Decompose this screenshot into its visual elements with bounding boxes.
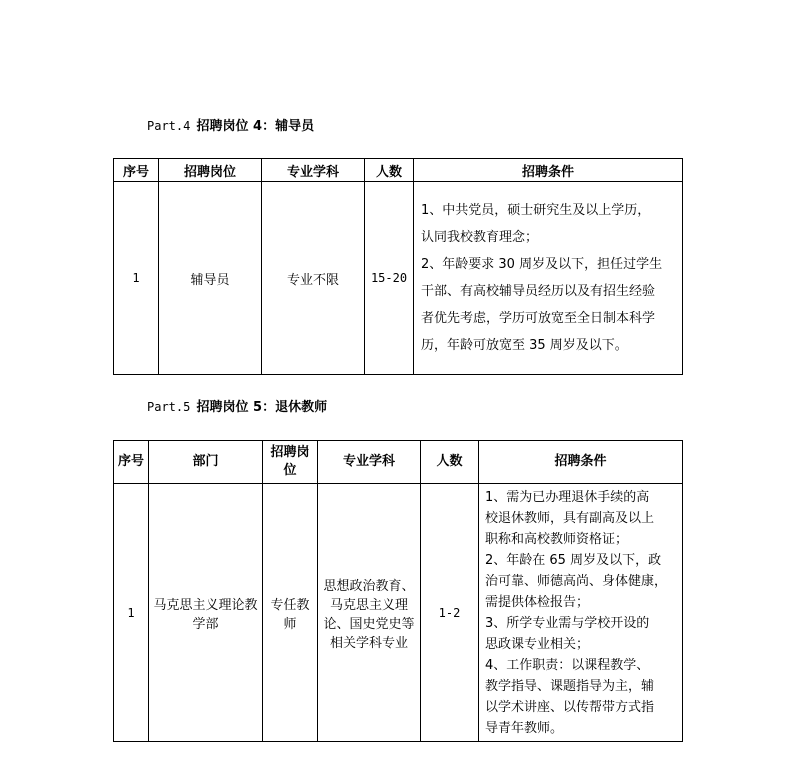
condition-line: 4、工作职责：以课程教学、 [485, 657, 650, 673]
header-cell-no: 序号 [114, 159, 159, 182]
condition-line: 需提供体检报告； [485, 594, 590, 610]
cell-major: 思想政治教育、马克思主义理论、国史党史等相关学科专业 [318, 484, 421, 742]
condition-line: 以学术讲座、以传帮带方式指 [485, 699, 655, 715]
condition-line: 导青年教师。 [485, 720, 564, 736]
header-cell-department: 部门 [149, 441, 263, 484]
header-cell-position: 招聘岗位 [159, 159, 262, 182]
condition-line: 教学指导、课题指导为主，辅 [485, 678, 655, 694]
part5-label: Part.5 [147, 400, 191, 414]
header-cell-major: 专业学科 [262, 159, 365, 182]
table-header-row [114, 441, 683, 484]
part4-table [113, 158, 683, 375]
table-row [114, 484, 683, 742]
cell-conditions [414, 182, 683, 375]
cell-no: 1 [114, 484, 149, 742]
header-cell-no: 序号 [114, 441, 149, 484]
condition-line: 认同我校教育理念； [421, 230, 539, 245]
header-cell-position: 招聘岗位 [263, 441, 318, 484]
table-row [114, 182, 683, 375]
condition-line: 2、年龄在 65 周岁及以下，政 [485, 552, 662, 568]
cell-major: 专业不限 [262, 182, 365, 375]
header-cell-count: 人数 [365, 159, 414, 182]
header-cell-major: 专业学科 [318, 441, 421, 484]
cell-count: 1-2 [421, 484, 479, 742]
condition-line: 历，年龄可放宽至 35 周岁及以下。 [421, 338, 628, 353]
condition-line: 治可靠、师德高尚、身体健康， [485, 573, 668, 589]
condition-line: 1、中共党员，硕士研究生及以上学历， [421, 203, 651, 218]
header-cell-count: 人数 [421, 441, 479, 484]
part5-heading [147, 399, 327, 416]
condition-line: 干部、有高校辅导员经历以及有招生经验 [421, 284, 656, 299]
condition-line: 者优先考虑，学历可放宽至全日制本科学 [421, 311, 656, 326]
condition-line: 2、年龄要求 30 周岁及以下，担任过学生 [421, 257, 663, 272]
part5-table [113, 440, 683, 742]
condition-line: 职称和高校教师资格证； [485, 531, 629, 547]
cell-department: 马克思主义理论教学部 [149, 484, 263, 742]
part4-heading [147, 118, 314, 135]
part4-label: Part.4 [147, 119, 191, 133]
part5-title: 招聘岗位 5：退休教师 [196, 400, 328, 415]
cell-no: 1 [114, 182, 159, 375]
cell-count: 15-20 [365, 182, 414, 375]
table-header-row [114, 159, 683, 182]
cell-position: 专任教师 [263, 484, 318, 742]
header-cell-conditions: 招聘条件 [479, 441, 683, 484]
condition-line: 思政课专业相关； [485, 636, 590, 652]
condition-line: 校退休教师，具有副高及以上 [485, 510, 655, 526]
condition-line: 1、需为已办理退休手续的高 [485, 489, 650, 505]
condition-line: 3、所学专业需与学校开设的 [485, 615, 650, 631]
cell-conditions [479, 484, 683, 742]
cell-position: 辅导员 [159, 182, 262, 375]
part4-title: 招聘岗位 4：辅导员 [196, 119, 315, 134]
header-cell-conditions: 招聘条件 [414, 159, 683, 182]
